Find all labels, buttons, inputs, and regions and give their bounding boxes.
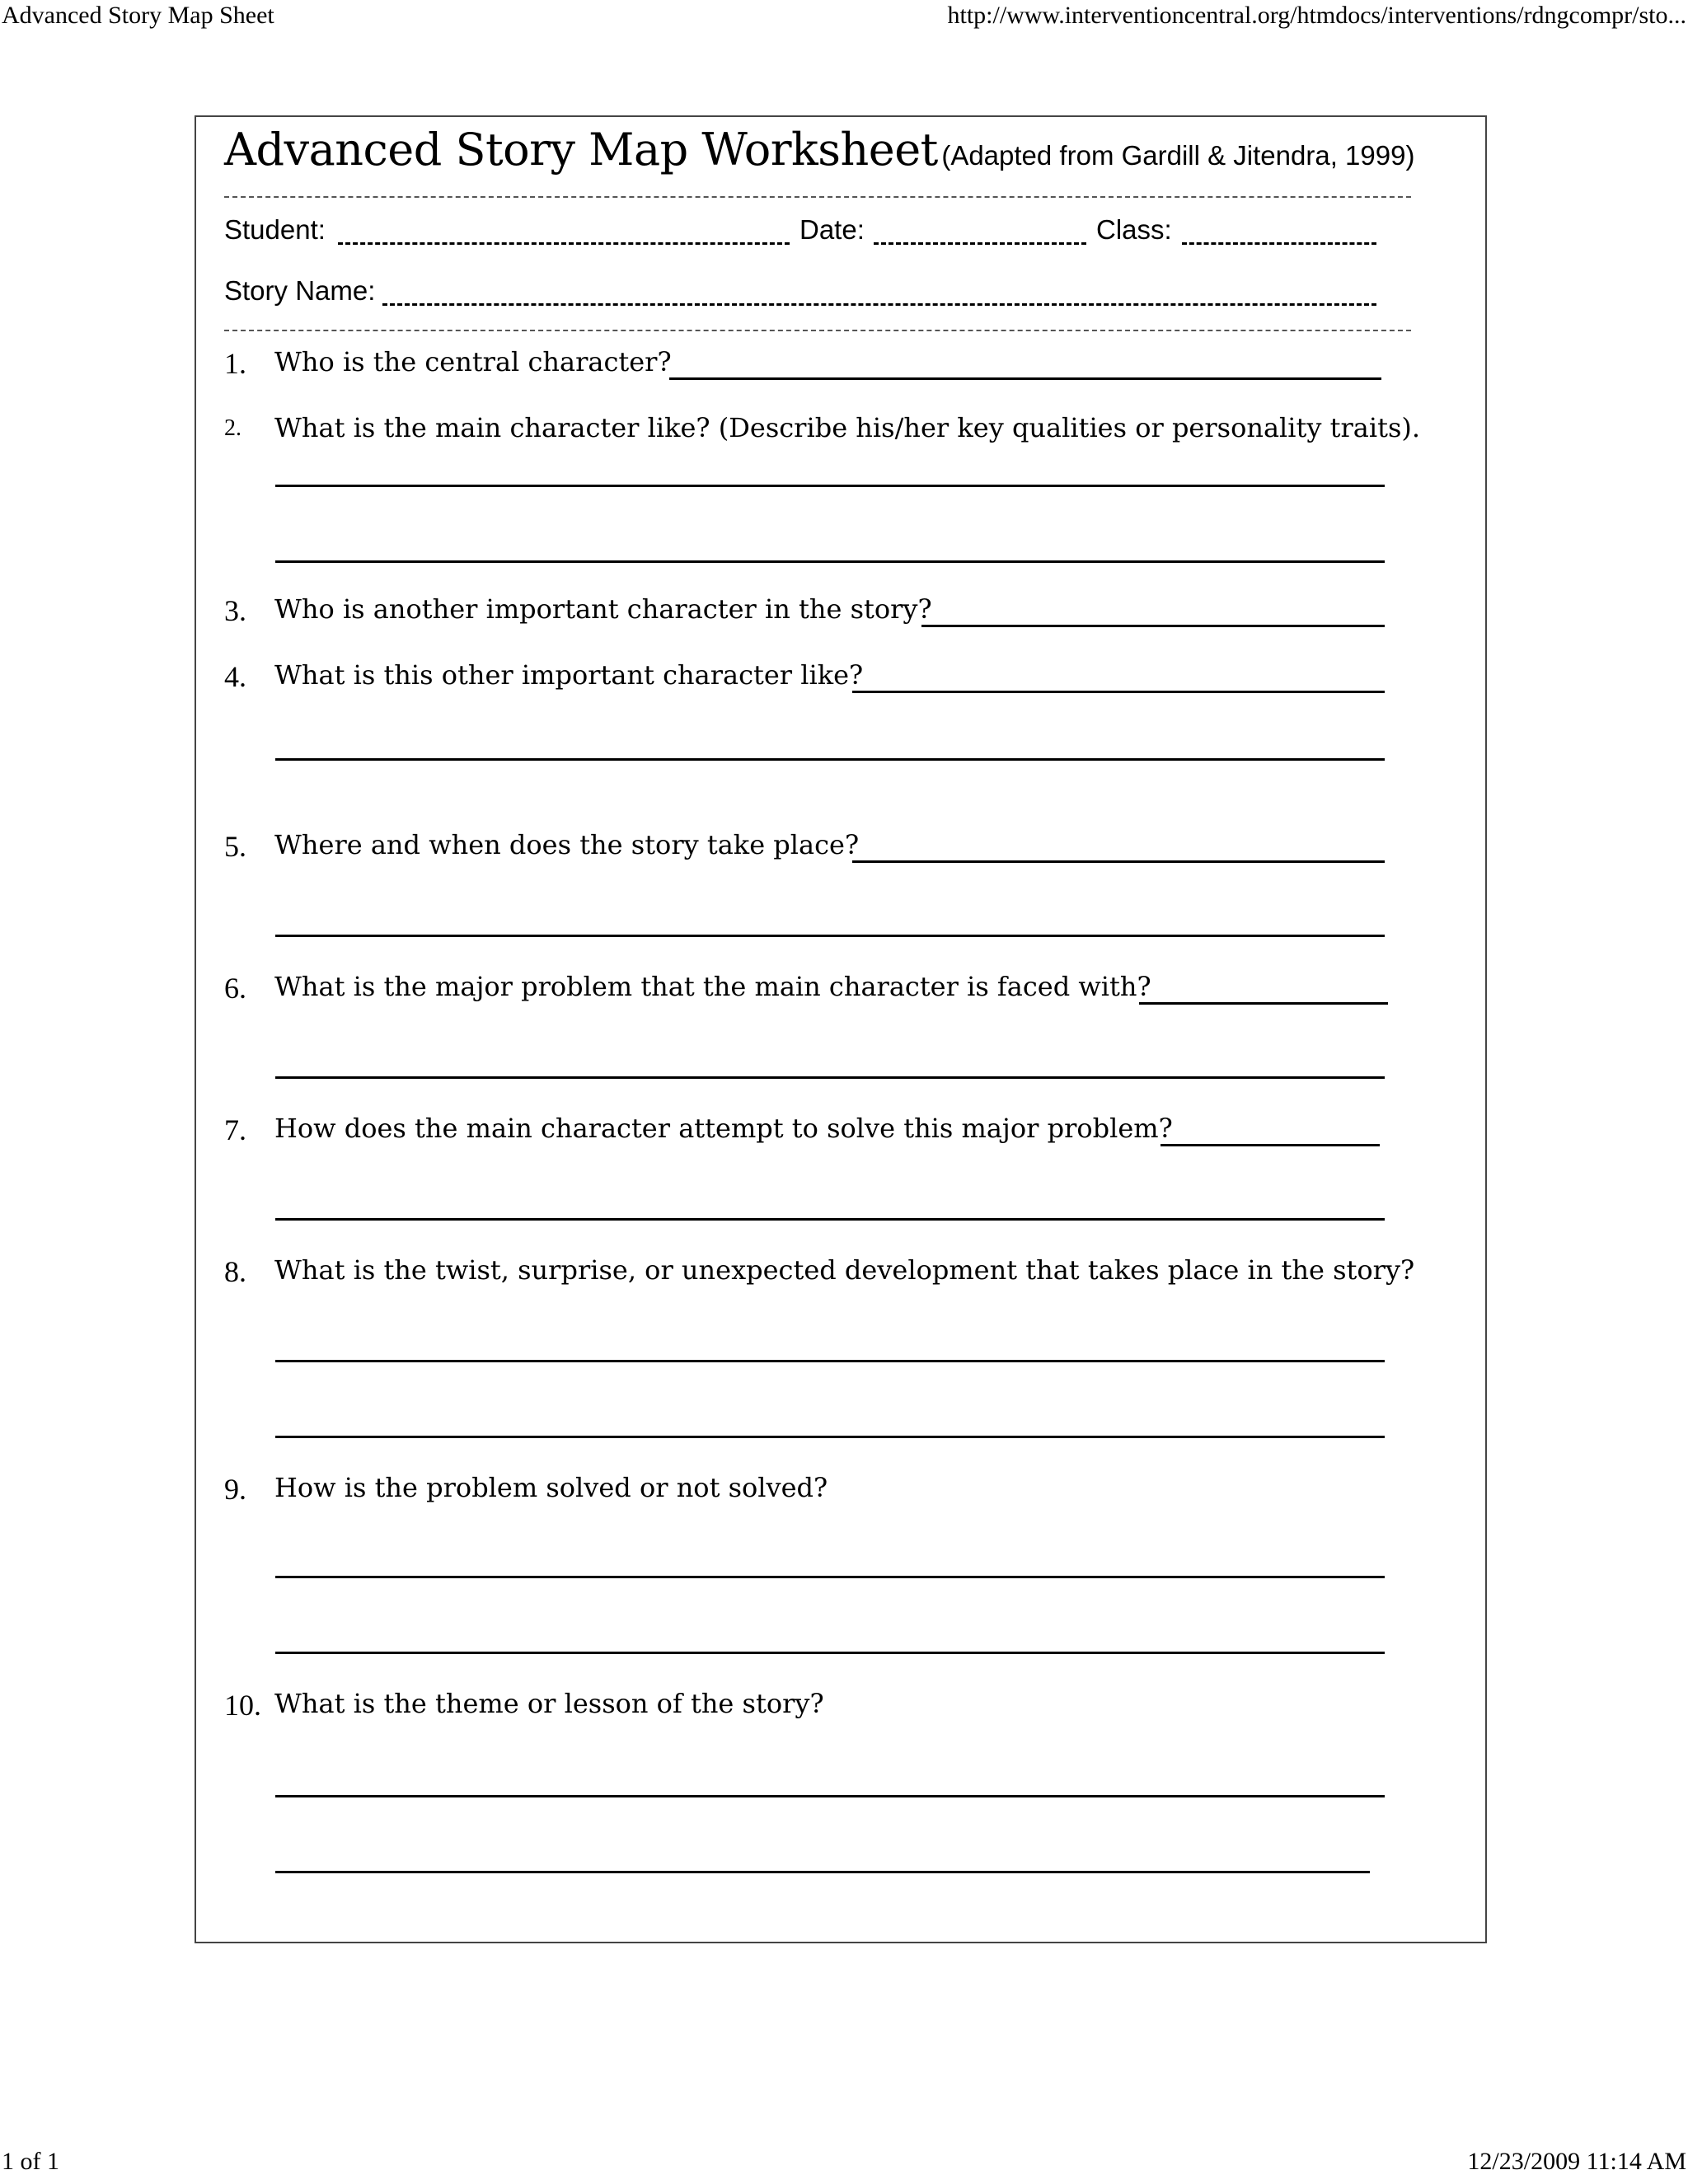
question-1-number: 1. xyxy=(224,347,246,380)
answer-line-5b[interactable] xyxy=(275,935,1385,937)
answer-line-9a[interactable] xyxy=(275,1576,1385,1578)
question-4-number: 4. xyxy=(224,660,246,693)
answer-line-2b[interactable] xyxy=(275,560,1385,563)
question-7-text: How does the main character attempt to solve this major problem? xyxy=(274,1113,1173,1144)
answer-line-7b[interactable] xyxy=(275,1218,1385,1221)
answer-line-4b[interactable] xyxy=(275,758,1385,761)
dashed-divider-bottom xyxy=(224,330,1411,331)
answer-line-9b[interactable] xyxy=(275,1652,1385,1654)
dashed-divider-top xyxy=(224,196,1411,198)
question-5-text: Where and when does the story take place? xyxy=(274,829,860,860)
question-2-number: 2. xyxy=(224,415,241,441)
question-6-number: 6. xyxy=(224,972,246,1005)
date-label: Date: xyxy=(799,214,865,245)
question-3-text: Who is another important character in the story? xyxy=(274,593,932,625)
story-name-field[interactable] xyxy=(382,303,1376,306)
answer-line-7a[interactable] xyxy=(1160,1144,1380,1146)
question-2-text: What is the main character like? (Describe his/her key qualities or personality traits). xyxy=(274,412,1421,443)
question-7-number: 7. xyxy=(224,1113,246,1146)
date-field[interactable] xyxy=(874,242,1086,245)
question-8-number: 8. xyxy=(224,1255,246,1288)
answer-line-4a[interactable] xyxy=(852,691,1385,693)
answer-line-1a[interactable] xyxy=(669,377,1381,380)
question-10-text: What is the theme or lesson of the story? xyxy=(274,1688,824,1719)
answer-line-10a[interactable] xyxy=(275,1795,1385,1797)
answer-line-6a[interactable] xyxy=(1139,1002,1388,1005)
answer-line-8a[interactable] xyxy=(275,1360,1385,1362)
page-header-title: Advanced Story Map Sheet xyxy=(2,2,274,29)
story-name-label: Story Name: xyxy=(224,275,376,306)
answer-line-10b[interactable] xyxy=(275,1871,1370,1873)
question-5-number: 5. xyxy=(224,830,246,863)
student-label: Student: xyxy=(224,214,326,245)
answer-line-5a[interactable] xyxy=(852,860,1385,863)
answer-line-3a[interactable] xyxy=(921,625,1385,627)
question-9-text: How is the problem solved or not solved? xyxy=(274,1472,828,1503)
page-footer-page-count: 1 of 1 xyxy=(2,2148,59,2175)
answer-line-6b[interactable] xyxy=(275,1076,1385,1079)
question-3-number: 3. xyxy=(224,594,246,627)
page-header-url: http://www.interventioncentral.org/htmdocs/interventions/rdngcompr/sto... xyxy=(947,2,1686,29)
question-1-text: Who is the central character? xyxy=(274,346,672,377)
page-footer-timestamp: 12/23/2009 11:14 AM xyxy=(1467,2148,1686,2175)
worksheet-frame xyxy=(195,115,1487,1943)
title-main: Advanced Story Map Worksheet xyxy=(224,124,938,176)
worksheet-title xyxy=(224,124,1414,176)
answer-line-8b[interactable] xyxy=(275,1436,1385,1438)
question-8-text: What is the twist, surprise, or unexpected development that takes place in the story? xyxy=(274,1254,1415,1286)
question-10-number: 10. xyxy=(224,1689,261,1722)
question-9-number: 9. xyxy=(224,1473,246,1506)
question-6-text: What is the major problem that the main character is faced with? xyxy=(274,971,1151,1002)
class-field[interactable] xyxy=(1182,242,1376,245)
answer-line-2a[interactable] xyxy=(275,485,1385,487)
student-field[interactable] xyxy=(338,242,790,245)
class-label: Class: xyxy=(1096,214,1172,245)
title-citation: (Adapted from Gardill & Jitendra, 1999) xyxy=(941,140,1415,171)
question-4-text: What is this other important character like? xyxy=(274,659,864,691)
